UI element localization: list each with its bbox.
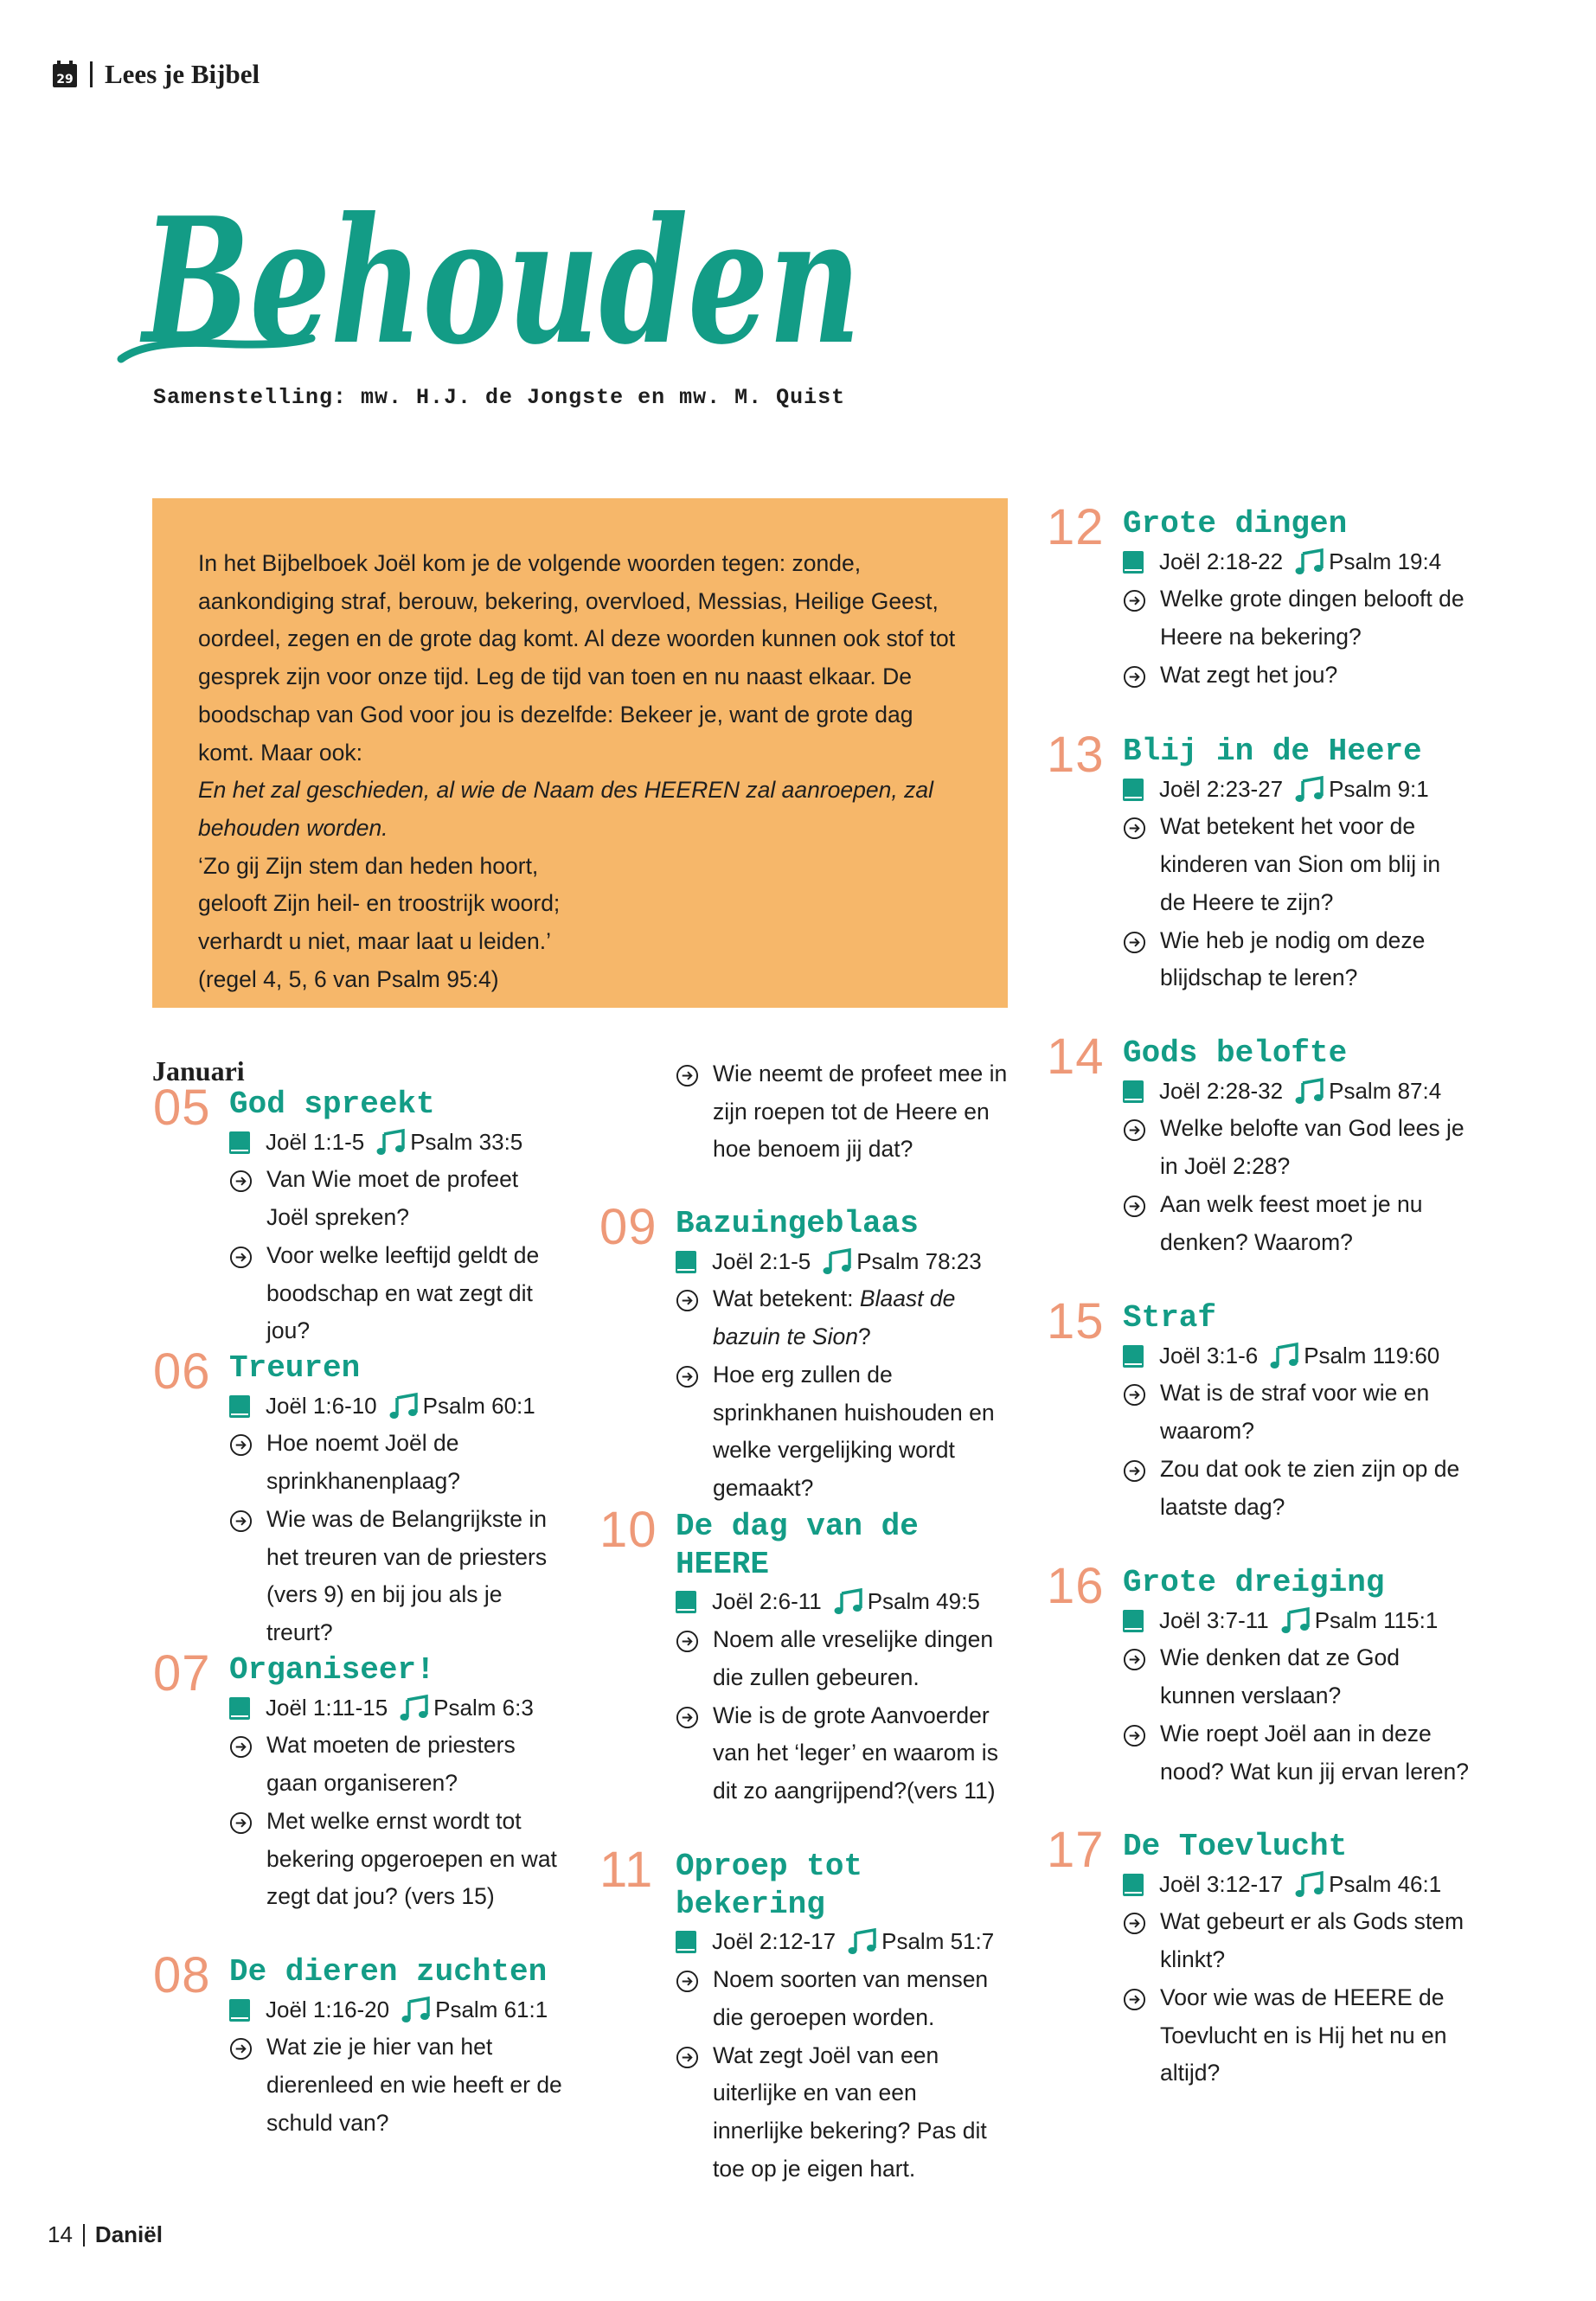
day-title: Grote dreiging <box>1123 1565 1385 1600</box>
question: Wie heb je nodig om deze blijdschap te leren? <box>1123 922 1469 997</box>
music-note-icon <box>834 1589 863 1615</box>
verse-line: gelooft Zijn heil- en troostrijk woord; <box>198 890 561 917</box>
reading-reference <box>229 1124 567 1162</box>
music-note-icon <box>848 1929 877 1955</box>
question: Hoe erg zullen de sprinkhanen huishouden en welke vergelijking wordt gemaakt? <box>676 1356 1013 1508</box>
psalm-reference: Psalm 51:7 <box>881 1928 995 1955</box>
bible-reference: Joël 2:18-22 <box>1159 548 1284 574</box>
footer-divider <box>83 2224 85 2247</box>
arrow-circle-icon <box>1123 1724 1146 1747</box>
music-note-icon <box>376 1130 406 1156</box>
day-title: Straf <box>1123 1300 1217 1336</box>
calendar-number: 29 <box>56 73 74 87</box>
book-icon <box>1123 1874 1144 1896</box>
psalm-reference: Psalm 60:1 <box>422 1392 535 1419</box>
verse-line: verhardt u niet, maar laat u leiden.’ <box>198 928 552 955</box>
arrow-circle-icon <box>676 2046 699 2069</box>
reading-reference <box>229 1689 567 1727</box>
header-divider <box>90 61 93 87</box>
book-icon <box>1123 1610 1144 1632</box>
music-note-icon <box>1295 777 1324 803</box>
arrow-circle-icon <box>1123 1118 1146 1142</box>
psalm-reference: Psalm 78:23 <box>856 1247 982 1274</box>
book-icon <box>676 1251 696 1273</box>
arrow-circle-icon <box>1123 1383 1146 1407</box>
question: Wat is de straf voor wie en waarom? <box>1123 1375 1469 1450</box>
arrow-circle-icon <box>1123 1195 1146 1218</box>
day-number: 05 <box>153 1080 211 1136</box>
arrow-circle-icon <box>676 1970 699 1993</box>
day-title: Gods belofte <box>1123 1035 1348 1071</box>
bible-reference: Joël 2:1-5 <box>712 1247 811 1274</box>
bible-reference: Joël 3:12-17 <box>1159 1870 1284 1897</box>
day-title: Oproep tot bekering <box>676 1849 863 1922</box>
book-icon <box>229 1395 250 1418</box>
question: Wie neemt de profeet mee in zijn roepen tot de Heere en hoe benoem jij dat? <box>676 1055 1013 1169</box>
bible-reference: Joël 2:12-17 <box>712 1928 836 1955</box>
music-note-icon <box>1281 1608 1311 1634</box>
day-number: 10 <box>599 1502 657 1558</box>
month-heading: Januari <box>152 1055 245 1086</box>
arrow-circle-icon <box>229 2037 253 2061</box>
music-note-icon <box>1295 549 1324 575</box>
music-note-icon <box>400 1695 429 1721</box>
psalm-reference: Psalm 6:3 <box>433 1694 534 1721</box>
music-note-icon <box>1270 1343 1299 1369</box>
book-icon <box>1123 779 1144 801</box>
psalm-reference: Psalm 33:5 <box>410 1128 523 1155</box>
reading-reference <box>676 1923 1013 1961</box>
psalm-reference: Psalm 61:1 <box>435 1996 548 2022</box>
page-number: 14 <box>48 2221 73 2247</box>
day-number: 06 <box>153 1343 211 1400</box>
page-footer <box>48 2221 163 2248</box>
question: Zou dat ook te zien zijn op de laatste dag? <box>1123 1451 1469 1526</box>
page-title <box>112 180 908 383</box>
book-icon <box>1123 551 1144 574</box>
book-icon <box>1123 1345 1144 1368</box>
arrow-circle-icon <box>1123 1912 1146 1935</box>
question: Wie was de Belangrijkste in het treuren van de priesters (vers 9) en bij jou als je treurt? <box>229 1501 567 1652</box>
question: Voor welke leeftijd geldt de boodschap en wat zegt dit jou? <box>229 1237 567 1350</box>
question: Wat zie je hier van het dierenleed en wie heeft er de schuld van? <box>229 2029 567 2142</box>
arrow-circle-icon <box>676 1289 699 1312</box>
book-icon <box>229 1697 250 1720</box>
bible-reference: Joël 1:6-10 <box>266 1392 377 1419</box>
arrow-circle-icon <box>229 1735 253 1759</box>
bible-reference: Joël 3:7-11 <box>1159 1606 1269 1633</box>
day-title: De dag van de HEERE <box>676 1509 919 1582</box>
day-title: Grote dingen <box>1123 506 1348 542</box>
question: Van Wie moet de profeet Joël spreken? <box>229 1161 567 1236</box>
day-number: 08 <box>153 1947 211 2003</box>
day-entry <box>153 1947 567 2143</box>
arrow-circle-icon <box>1123 1988 1146 2011</box>
question: Wat betekent het voor de kinderen van Sion om blij in de Heere te zijn? <box>1123 808 1469 921</box>
day-entry <box>153 1080 567 1350</box>
music-note-icon <box>1295 1079 1324 1105</box>
book-icon <box>676 1931 696 1953</box>
bible-reference: Joël 1:11-15 <box>266 1694 388 1721</box>
bible-reference: Joël 2:28-32 <box>1159 1077 1284 1104</box>
day-entry <box>1047 1029 1469 1261</box>
reading-reference <box>1123 1602 1469 1640</box>
day-number: 14 <box>1047 1029 1105 1085</box>
day-number: 17 <box>1047 1822 1105 1878</box>
arrow-circle-icon <box>1123 931 1146 954</box>
music-note-icon <box>401 1997 431 2023</box>
question: Wat moeten de priesters gaan organiseren? <box>229 1727 567 1802</box>
music-note-icon <box>823 1249 852 1275</box>
question: Wat zegt Joël van een uiterlijke en van een innerlijke bekering? Pas dit toe op je eigen hart. <box>676 2037 1013 2189</box>
bible-reference: Joël 1:16-20 <box>266 1996 390 2022</box>
question: Wat zegt het jou? <box>1123 657 1469 695</box>
reading-reference <box>1123 1866 1469 1904</box>
psalm-reference: Psalm 49:5 <box>867 1588 980 1615</box>
arrow-circle-icon <box>229 1433 253 1457</box>
question: Wie is de grote Aanvoerder van het ‘leger’ en waarom is dit zo aangrijpend?(vers 11) <box>676 1697 1013 1811</box>
day-entry <box>1047 1293 1469 1526</box>
day-entry <box>1047 499 1469 695</box>
psalm-reference: Psalm 87:4 <box>1329 1077 1442 1104</box>
day-title: Organiseer! <box>229 1652 435 1688</box>
arrow-circle-icon <box>229 1509 253 1533</box>
day-number: 07 <box>153 1645 211 1702</box>
intro-paragraph: In het Bijbelboek Joël kom je de volgende woorden tegen: zonde, aankondiging straf, berouw, bekering, overvloed, Messias, Heilige Geest, oordeel, zegen en de grote dag komt. Al deze woorden kunnen ook stof tot gesprek zijn voor onze tijd. Leg de tijd van toen en nu naast elkaar. De boodschap van God voor jou is dezelfde: Bekeer je, want de grote dag komt. Maar ook: <box>198 550 956 766</box>
question: Welke grote dingen belooft de Heere na bekering? <box>1123 580 1469 656</box>
day-entry <box>599 1502 1013 1811</box>
page-header <box>52 57 260 92</box>
question: Wat betekent: Blaast de bazuin te Sion? <box>676 1280 1013 1356</box>
day-entry <box>1047 727 1469 997</box>
day-title: God spreekt <box>229 1086 435 1122</box>
question: Met welke ernst wordt tot bekering opgeroepen en wat zegt dat jou? (vers 15) <box>229 1803 567 1916</box>
magazine-name: Daniël <box>94 2221 163 2247</box>
day-entry <box>599 1199 1013 1508</box>
day-title: De Toevlucht <box>1123 1829 1348 1864</box>
arrow-circle-icon <box>676 1064 699 1087</box>
arrow-circle-icon <box>1123 589 1146 612</box>
reading-reference <box>1123 1337 1469 1375</box>
day-entry <box>153 1645 567 1916</box>
arrow-circle-icon <box>676 1630 699 1653</box>
bible-reference: Joël 2:23-27 <box>1159 775 1284 802</box>
day-number: 12 <box>1047 499 1105 555</box>
day-number: 15 <box>1047 1293 1105 1349</box>
book-icon <box>676 1591 696 1613</box>
arrow-circle-icon <box>229 1170 253 1193</box>
reading-reference <box>1123 543 1469 581</box>
music-note-icon <box>389 1394 419 1420</box>
arrow-circle-icon <box>676 1365 699 1388</box>
question: Hoe noemt Joël de sprinkhanenplaag? <box>229 1425 567 1500</box>
book-icon <box>229 1999 250 2022</box>
day-number: 09 <box>599 1199 657 1255</box>
question: Noem alle vreselijke dingen die zullen gebeuren. <box>676 1621 1013 1696</box>
arrow-circle-icon <box>229 1246 253 1269</box>
bible-reference: Joël 2:6-11 <box>712 1588 822 1615</box>
question: Wie denken dat ze God kunnen verslaan? <box>1123 1639 1469 1715</box>
day-entry <box>599 1842 1013 2188</box>
book-icon <box>229 1131 250 1154</box>
psalm-reference: Psalm 9:1 <box>1329 775 1429 802</box>
byline: Samenstelling: mw. H.J. de Jongste en mw. M. Quist <box>153 385 846 410</box>
day-title: Treuren <box>229 1350 361 1386</box>
psalm-reference: Psalm 19:4 <box>1329 548 1442 574</box>
question: Noem soorten van mensen die geroepen worden. <box>676 1961 1013 2036</box>
arrow-circle-icon <box>1123 817 1146 840</box>
psalm-reference: Psalm 119:60 <box>1304 1342 1440 1368</box>
day-continuation <box>676 1055 1013 1169</box>
reading-reference <box>229 1388 567 1426</box>
psalm-reference: Psalm 46:1 <box>1329 1870 1442 1897</box>
question: Wat gebeurt er als Gods stem klinkt? <box>1123 1903 1469 1978</box>
reading-reference <box>1123 1073 1469 1111</box>
title-text: Behouden <box>139 180 861 383</box>
arrow-circle-icon <box>1123 1459 1146 1483</box>
day-title: Bazuingeblaas <box>676 1206 919 1241</box>
header-title: Lees je Bijbel <box>105 59 260 89</box>
psalm-reference: Psalm 115:1 <box>1314 1606 1439 1633</box>
arrow-circle-icon <box>229 1811 253 1835</box>
music-note-icon <box>1295 1872 1324 1898</box>
day-number: 16 <box>1047 1558 1105 1614</box>
reading-reference <box>676 1583 1013 1621</box>
intro-quote: En het zal geschieden, al wie de Naam des HEEREN zal aanroepen, zal behouden worden. <box>198 777 933 841</box>
reading-reference <box>1123 771 1469 809</box>
verse-source: (regel 4, 5, 6 van Psalm 95:4) <box>198 965 499 992</box>
intro-box <box>152 498 1008 1008</box>
arrow-circle-icon <box>1123 1648 1146 1671</box>
day-entry <box>1047 1822 1469 2093</box>
arrow-circle-icon <box>676 1706 699 1729</box>
bible-reference: Joël 1:1-5 <box>266 1128 365 1155</box>
bible-reference: Joël 3:1-6 <box>1159 1342 1259 1368</box>
day-title: Blij in de Heere <box>1123 734 1422 769</box>
question: Voor wie was de HEERE de Toevlucht en is Hij het nu en altijd? <box>1123 1979 1469 2093</box>
question: Welke belofte van God lees je in Joël 2:28? <box>1123 1110 1469 1185</box>
book-icon <box>1123 1080 1144 1103</box>
verse-line: ‘Zo gij Zijn stem dan heden hoort, <box>198 852 539 879</box>
reading-reference <box>676 1243 1013 1281</box>
question: Aan welk feest moet je nu denken? Waarom? <box>1123 1186 1469 1261</box>
question: Wie roept Joël aan in deze nood? Wat kun jij ervan leren? <box>1123 1715 1469 1791</box>
day-title: De dieren zuchten <box>229 1954 548 1990</box>
calendar-icon <box>52 61 78 88</box>
day-entry <box>153 1343 567 1652</box>
reading-reference <box>229 1991 567 2029</box>
day-number: 11 <box>599 1842 654 1898</box>
day-entry <box>1047 1558 1469 1791</box>
arrow-circle-icon <box>1123 665 1146 689</box>
day-number: 13 <box>1047 727 1105 783</box>
